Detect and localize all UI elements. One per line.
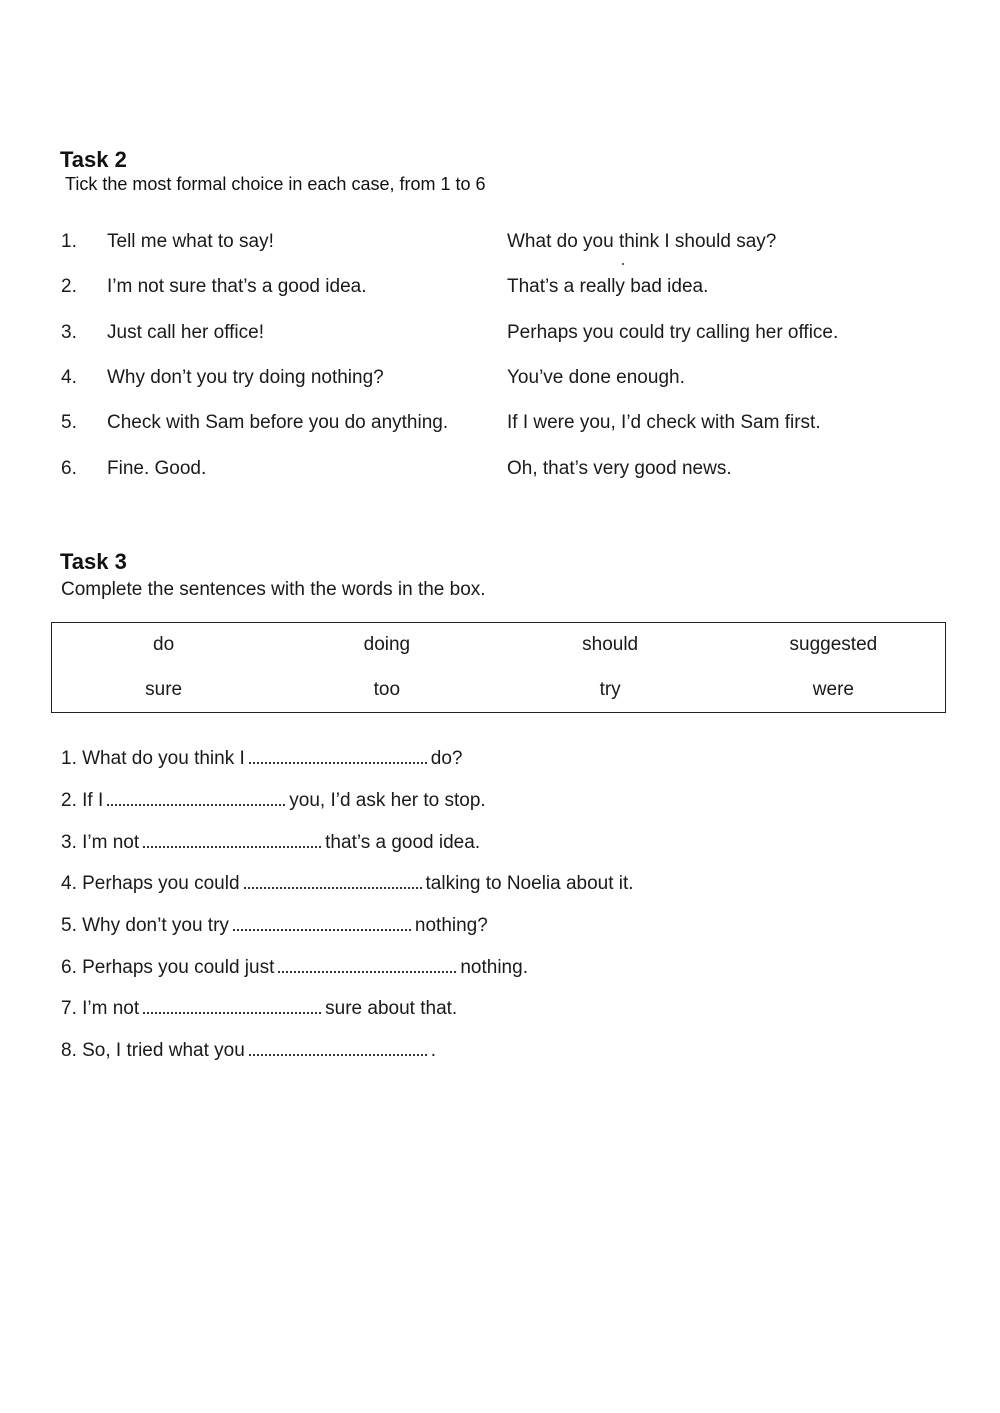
word-option[interactable]: doing bbox=[363, 634, 411, 655]
sentence-item bbox=[61, 790, 486, 820]
blank-field[interactable] bbox=[233, 917, 411, 931]
word-option[interactable]: were bbox=[812, 679, 854, 700]
task-2-instruction: Tick the most formal choice in each case, from 1 to 6 bbox=[65, 174, 486, 194]
blank-field[interactable] bbox=[249, 1042, 427, 1056]
blank-field[interactable] bbox=[143, 1000, 321, 1014]
choice-option-b[interactable]: If I were you, I’d check with Sam first. bbox=[507, 412, 821, 433]
task-2-item bbox=[0, 367, 1000, 397]
sentence-start: 7. I’m not bbox=[61, 998, 140, 1019]
sentence-end: nothing? bbox=[414, 915, 488, 936]
sentence-start: 5. Why don’t you try bbox=[61, 915, 229, 936]
task-3-instruction: Complete the sentences with the words in the box. bbox=[61, 579, 486, 600]
sentence-item bbox=[61, 873, 634, 903]
word-box-row bbox=[52, 634, 945, 664]
task-2-item bbox=[0, 322, 1000, 352]
blank-field[interactable] bbox=[244, 875, 422, 889]
sentence-item bbox=[61, 957, 528, 987]
task-2-item bbox=[0, 231, 1000, 261]
item-number: 5. bbox=[61, 412, 77, 433]
choice-option-b[interactable]: What do you think I should say? bbox=[507, 231, 777, 252]
sentence-start: 6. Perhaps you could just bbox=[61, 957, 275, 978]
task-2-item bbox=[0, 276, 1000, 306]
blank-field[interactable] bbox=[249, 750, 427, 764]
sentence-item bbox=[61, 1040, 436, 1070]
task-2-title: Task 2 bbox=[60, 147, 127, 172]
sentence-item bbox=[61, 748, 462, 778]
choice-option-a[interactable]: Check with Sam before you do anything. bbox=[107, 412, 449, 433]
choice-option-b[interactable]: You’ve done enough. bbox=[507, 367, 685, 388]
choice-option-a[interactable]: I’m not sure that’s a good idea. bbox=[107, 276, 367, 297]
word-option[interactable]: do bbox=[153, 634, 175, 655]
sentence-end: that’s a good idea. bbox=[325, 832, 481, 853]
choice-option-a[interactable]: Tell me what to say! bbox=[107, 231, 274, 252]
word-option[interactable]: should bbox=[582, 634, 639, 655]
sentence-item bbox=[61, 832, 480, 862]
sentence-start: 2. If I bbox=[61, 790, 104, 811]
task-2-item bbox=[0, 412, 1000, 442]
item-number: 1. bbox=[61, 231, 77, 252]
choice-option-a[interactable]: Why don’t you try doing nothing? bbox=[107, 367, 384, 388]
sentence-end: nothing. bbox=[460, 957, 528, 978]
choice-option-a[interactable]: Just call her office! bbox=[107, 322, 265, 343]
choice-option-b[interactable]: That’s a really bad idea. bbox=[507, 276, 709, 297]
word-box-row bbox=[52, 679, 945, 709]
blank-field[interactable] bbox=[107, 792, 285, 806]
item-number: 6. bbox=[61, 458, 77, 479]
sentence-item bbox=[61, 998, 457, 1028]
sentence-end: . bbox=[430, 1040, 437, 1061]
blank-field[interactable] bbox=[143, 834, 321, 848]
choice-option-a[interactable]: Fine. Good. bbox=[107, 458, 207, 479]
sentence-start: 3. I’m not bbox=[61, 832, 140, 853]
sentence-start: 4. Perhaps you could bbox=[61, 873, 240, 894]
sentence-start: 8. So, I tried what you bbox=[61, 1040, 245, 1061]
item-number: 4. bbox=[61, 367, 77, 388]
sentence-end: you, I’d ask her to stop. bbox=[289, 790, 486, 811]
word-option[interactable]: too bbox=[373, 679, 401, 700]
sentence-end: talking to Noelia about it. bbox=[425, 873, 634, 894]
item-number: 3. bbox=[61, 322, 77, 343]
word-option[interactable]: sure bbox=[145, 679, 183, 700]
sentence-end: do? bbox=[430, 748, 463, 769]
task-3-title: Task 3 bbox=[60, 549, 127, 574]
sentence-item bbox=[61, 915, 488, 945]
word-box bbox=[51, 622, 946, 713]
blank-field[interactable] bbox=[278, 959, 456, 973]
item-number: 2. bbox=[61, 276, 77, 297]
word-option[interactable]: suggested bbox=[789, 634, 878, 655]
stray-mark bbox=[622, 263, 624, 265]
sentence-end: sure about that. bbox=[325, 998, 458, 1019]
sentence-start: 1. What do you think I bbox=[61, 748, 245, 769]
word-option[interactable]: try bbox=[599, 679, 621, 700]
choice-option-b[interactable]: Oh, that’s very good news. bbox=[507, 458, 732, 479]
choice-option-b[interactable]: Perhaps you could try calling her office. bbox=[507, 322, 839, 343]
task-2-item bbox=[0, 458, 1000, 488]
